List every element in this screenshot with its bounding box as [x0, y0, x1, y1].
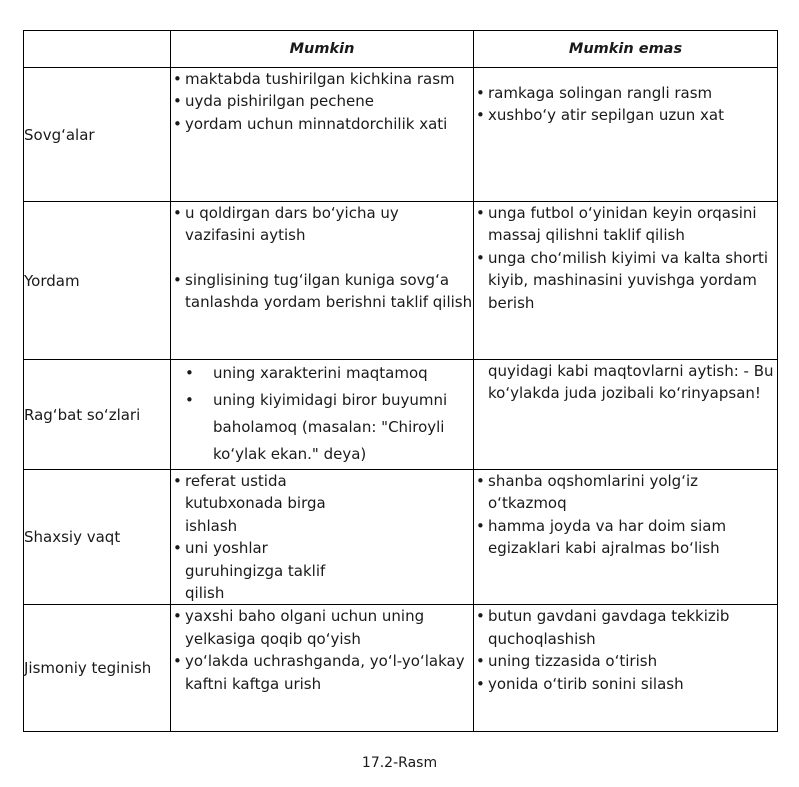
cell-mumkin — [171, 202, 474, 360]
row-label: Sovg‘alar — [24, 68, 171, 202]
list-item: • yaxshi baho olgani uchun uning yelkasiga qoqib qo‘yish — [171, 605, 473, 650]
row-label: Jismoniy teginish — [24, 605, 171, 732]
table-row — [24, 470, 778, 605]
figure-caption: 17.2-Rasm — [361, 755, 438, 771]
cell-mumkin-emas — [474, 360, 778, 470]
list-item: • xushbo‘y atir sepilgan uzun xat — [474, 104, 777, 126]
header-mumkin: Mumkin — [171, 31, 474, 68]
cell-mumkin-emas — [474, 470, 778, 605]
list-item: • ramkaga solingan rangli rasm — [474, 82, 777, 104]
list-item: • yo‘lakda uchrashganda, yo‘l-yo‘lakay kaftni kaftga urish — [171, 650, 473, 695]
cell-mumkin-emas — [474, 605, 778, 732]
cell-mumkin — [171, 68, 474, 202]
list-item: • hamma joyda va har doim siam egizaklari kabi ajralmas bo‘lish — [474, 515, 777, 560]
list-item: • unga cho‘milish kiyimi va kalta shorti kiyib, mashinasini yuvishga yordam berish — [474, 247, 777, 314]
header-row — [24, 31, 778, 68]
cell-mumkin-emas — [474, 202, 778, 360]
list-item: • singlisining tug‘ilgan kuniga sovg‘a tanlashda yordam berishni taklif qilish — [171, 269, 473, 314]
list-item: • uning kiyimidagi biror buyumni baholamoq (masalan: "Chiroyli ko‘ylak ekan." deya) — [171, 387, 473, 468]
list-item: • yonida o‘tirib sonini silash — [474, 673, 777, 695]
cell-mumkin — [171, 360, 474, 470]
list-item: • maktabda tushirilgan kichkina rasm — [171, 68, 473, 90]
list-item: • uning tizzasida o‘tirish — [474, 650, 777, 672]
list-item: • uni yoshlar guruhingizga taklif qilish — [171, 537, 353, 604]
row-label: Rag‘bat so‘zlari — [24, 360, 171, 470]
table-row — [24, 360, 778, 470]
row-label: Yordam — [24, 202, 171, 360]
list-item: • yordam uchun minnatdorchilik xati — [171, 113, 473, 135]
header-mumkin-emas: Mumkin emas — [474, 31, 778, 68]
cell-mumkin-emas — [474, 68, 778, 202]
list-item: • uyda pishirilgan pechene — [171, 90, 473, 112]
cell-text: quyidagi kabi maqtovlarni aytish: - Bu ko‘ylakda juda jozibali ko‘rinyapsan! — [488, 362, 774, 403]
row-label: Shaxsiy vaqt — [24, 470, 171, 605]
list-item: • uning xarakterini maqtamoq — [171, 360, 473, 387]
cell-mumkin — [171, 605, 474, 732]
table-row — [24, 605, 778, 732]
header-empty — [24, 31, 171, 68]
list-item: • shanba oqshomlarini yolg‘iz o‘tkazmoq — [474, 470, 777, 515]
list-item: • referat ustida kutubxonada birga ishlash — [171, 470, 353, 537]
list-item: • butun gavdani gavdaga tekkizib quchoqlashish — [474, 605, 777, 650]
table-row — [24, 68, 778, 202]
cell-mumkin — [171, 470, 474, 605]
list-item: • unga futbol o‘yinidan keyin orqasini massaj qilishni taklif qilish — [474, 202, 777, 247]
list-item: • u qoldirgan dars bo‘yicha uy vazifasini aytish — [171, 202, 473, 247]
table-row — [24, 202, 778, 360]
rules-table — [23, 30, 778, 732]
